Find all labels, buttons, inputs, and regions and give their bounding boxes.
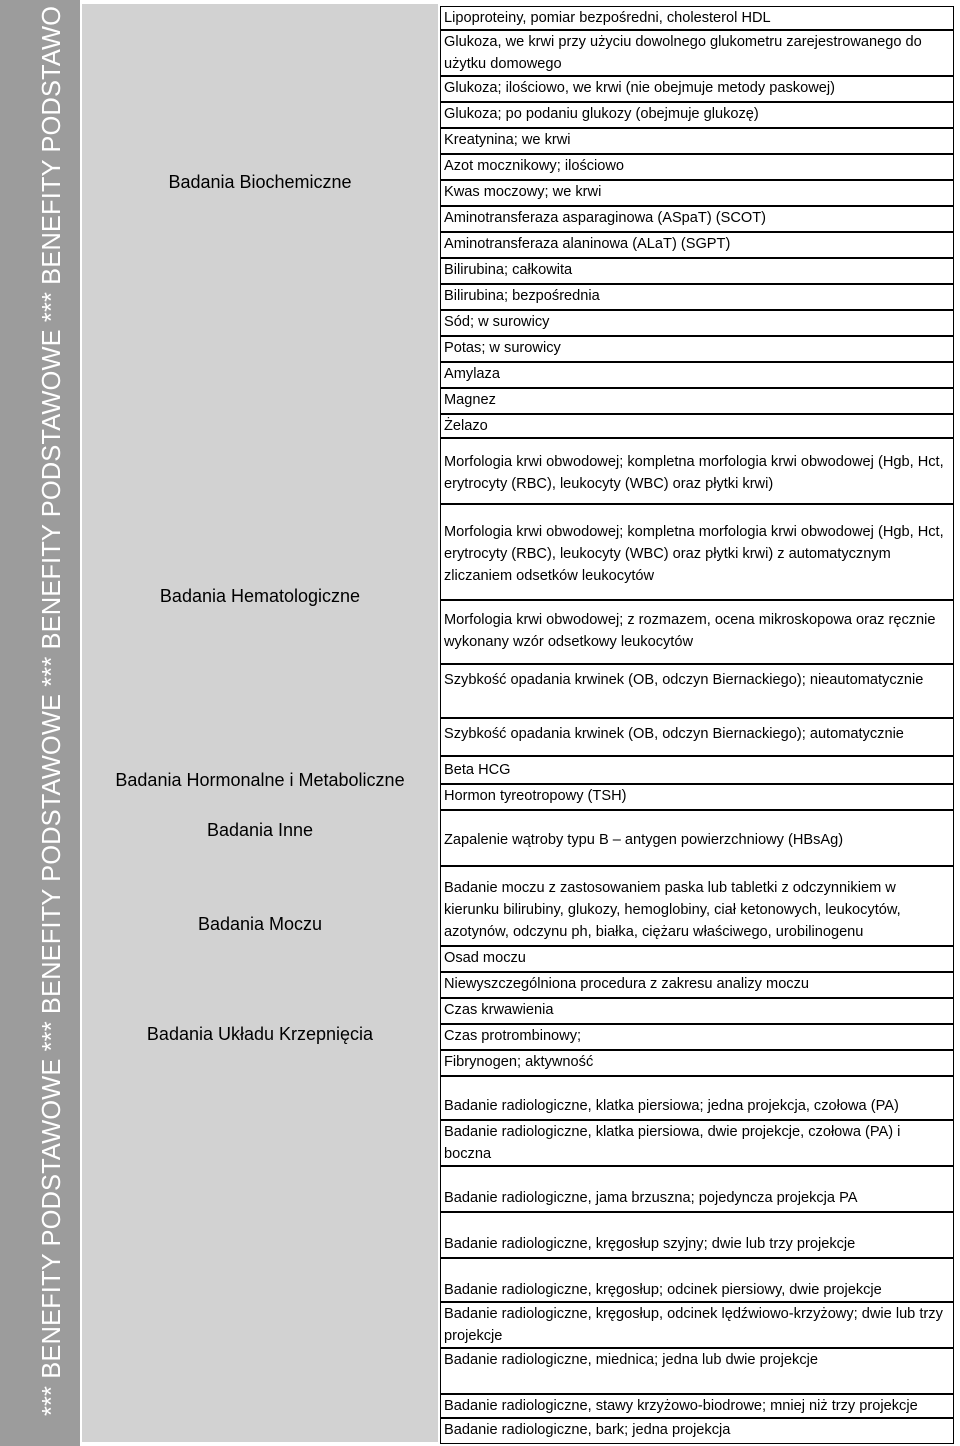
test-label: Bilirubina; bezpośrednia: [444, 288, 600, 304]
test-label: Badanie radiologiczne, stawy krzyżowo-biodrowe; mniej niż trzy projekcje: [444, 1398, 918, 1414]
test-label: Morfologia krwi obwodowej; z rozmazem, ocena mikroskopowa oraz ręcznie wykonany wzór odsetkowy leukocytów: [444, 612, 936, 650]
test-item: [440, 128, 954, 154]
test-item: [440, 310, 954, 336]
test-item: [440, 1120, 954, 1166]
test-item: [440, 30, 954, 76]
test-label: Badanie radiologiczne, miednica; jedna lub dwie projekcje: [444, 1352, 818, 1368]
test-item: [440, 362, 954, 388]
side-banner-text: *** BENEFITY PODSTAWOWE *** BENEFITY PODSTAWOWE *** BENEFITY PODSTAWOWE *** BENEFITY PODSTAWO: [38, 5, 66, 1416]
test-item: [440, 1394, 954, 1418]
test-item: [440, 600, 954, 664]
test-item: [440, 1418, 954, 1444]
test-label: Czas krwawienia: [444, 1002, 554, 1018]
test-label: Morfologia krwi obwodowej; kompletna morfologia krwi obwodowej (Hgb, Hct, erytrocyty (RBC), leukocyty (WBC) oraz płytki krwi) z automatycznym zliczaniem odsetków leukocytów: [444, 524, 944, 584]
test-label: Amylaza: [444, 366, 500, 382]
test-label: Badanie radiologiczne, kręgosłup, odcinek lędźwiowo-krzyżowy; dwie lub trzy projekcje: [444, 1306, 943, 1344]
test-label: Bilirubina; całkowita: [444, 262, 573, 278]
test-label: Szybkość opadania krwinek (OB, odczyn Biernackiego); automatycznie: [444, 726, 904, 742]
test-item: [440, 414, 954, 438]
test-label: Fibrynogen; aktywność: [444, 1054, 594, 1070]
category-label: Badania Inne: [206, 820, 314, 840]
test-item: [440, 998, 954, 1024]
test-item: [440, 1076, 954, 1120]
test-item: [440, 206, 954, 232]
test-label: Kwas moczowy; we krwi: [444, 184, 602, 200]
test-label: Potas; w surowicy: [444, 340, 561, 356]
test-label: Lipoproteiny, pomiar bezpośredni, cholesterol HDL: [444, 10, 771, 26]
test-label: Glukoza; ilościowo, we krwi (nie obejmuje metody paskowej): [444, 80, 835, 96]
test-label: Badanie radiologiczne, klatka piersiowa, dwie projekcje, czołowa (PA) i boczna: [444, 1124, 901, 1162]
test-item: [440, 6, 954, 30]
test-label: Niewyszczególniona procedura z zakresu analizy moczu: [444, 976, 810, 992]
test-item: [440, 1024, 954, 1050]
test-label: Zapalenie wątroby typu B – antygen powierzchniowy (HBsAg): [444, 832, 844, 848]
test-item: [440, 388, 954, 414]
test-list: [440, 2, 958, 1444]
test-item: [440, 258, 954, 284]
test-item: [440, 756, 954, 784]
test-label: Beta HCG: [444, 762, 511, 778]
test-item: [440, 1302, 954, 1348]
category-label: Badania Hormonalne i Metaboliczne: [115, 770, 405, 790]
test-label: Aminotransferaza alaninowa (ALaT) (SGPT): [444, 236, 731, 252]
test-label: Glukoza; po podaniu glukozy (obejmuje glukozę): [444, 106, 759, 122]
category-column: [82, 4, 438, 1442]
test-label: Badanie radiologiczne, bark; jedna projekcja: [444, 1422, 731, 1438]
test-item: [440, 1258, 954, 1302]
test-item: [440, 284, 954, 310]
test-label: Czas protrombinowy;: [444, 1028, 582, 1044]
test-item: [440, 76, 954, 102]
test-label: Aminotransferaza asparaginowa (ASpaT) (SCOT): [444, 210, 766, 226]
category-label: Badania Biochemiczne: [168, 172, 352, 192]
category-label: Badania Układu Krzepnięcia: [146, 1024, 374, 1044]
test-label: Azot mocznikowy; ilościowo: [444, 158, 625, 174]
test-item: [440, 784, 954, 810]
test-label: Badanie radiologiczne, jama brzuszna; pojedyncza projekcja PA: [444, 1190, 858, 1206]
test-item: [440, 810, 954, 866]
side-banner: [0, 0, 80, 1446]
test-item: [440, 232, 954, 258]
test-item: [440, 866, 954, 946]
test-item: [440, 180, 954, 206]
category-label: Badania Moczu: [197, 914, 323, 934]
test-label: Szybkość opadania krwinek (OB, odczyn Biernackiego); nieautomatycznie: [444, 672, 924, 688]
test-item: [440, 718, 954, 756]
test-item: [440, 102, 954, 128]
test-item: [440, 1348, 954, 1394]
test-label: Badanie moczu z zastosowaniem paska lub tabletki z odczynnikiem w kierunku bilirubiny, glukozy, hemoglobiny, ciał ketonowych, leukocytów, azotynów, odczynu ph, białka, ciężaru właściwego, urobilinogenu: [444, 880, 901, 940]
test-label: Żelazo: [444, 418, 488, 434]
test-label: Glukoza, we krwi przy użyciu dowolnego glukometru zarejestrowanego do użytku domowego: [444, 34, 922, 72]
test-label: Badanie radiologiczne, klatka piersiowa; jedna projekcja, czołowa (PA): [444, 1098, 899, 1114]
test-label: Badanie radiologiczne, kręgosłup; odcinek piersiowy, dwie projekcje: [444, 1282, 882, 1298]
test-label: Sód; w surowicy: [444, 314, 550, 330]
test-item: [440, 1050, 954, 1076]
test-label: Badanie radiologiczne, kręgosłup szyjny; dwie lub trzy projekcje: [444, 1236, 856, 1252]
test-label: Hormon tyreotropowy (TSH): [444, 788, 627, 804]
test-item: [440, 972, 954, 998]
test-item: [440, 438, 954, 504]
category-label: Badania Hematologiczne: [159, 586, 361, 606]
test-label: Kreatynina; we krwi: [444, 132, 571, 148]
test-item: [440, 154, 954, 180]
test-label: Morfologia krwi obwodowej; kompletna morfologia krwi obwodowej (Hgb, Hct, erytrocyty (RBC), leukocyty (WBC) oraz płytki krwi): [444, 454, 944, 492]
test-item: [440, 664, 954, 718]
test-label: Magnez: [444, 392, 496, 408]
test-item: [440, 946, 954, 972]
test-item: [440, 1166, 954, 1212]
test-item: [440, 504, 954, 600]
test-label: Osad moczu: [444, 950, 526, 966]
test-item: [440, 336, 954, 362]
test-item: [440, 1212, 954, 1258]
